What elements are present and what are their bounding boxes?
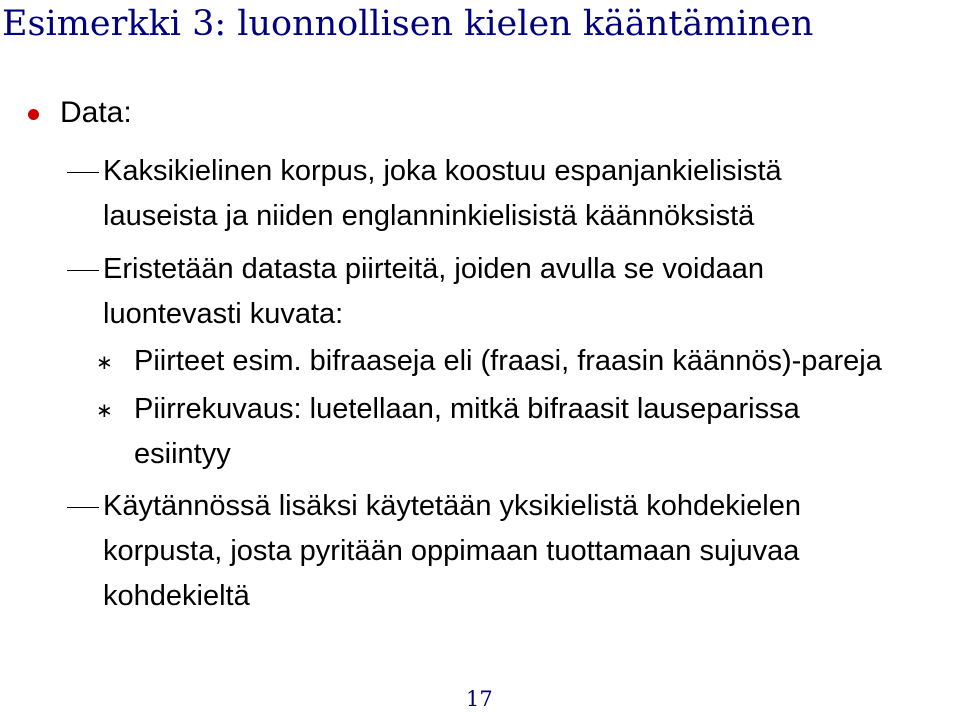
list-item [103, 484, 801, 619]
sub-list-item [134, 387, 800, 477]
bullet-label: Data: [60, 96, 132, 129]
dash-bullet-icon [67, 172, 99, 173]
list-item-line: Käytännössä lisäksi käytetään yksikielistä kohdekielen [103, 490, 801, 522]
list-item-line: luontevasti kuvata: [103, 298, 344, 330]
list-item-line: kohdekieltä [103, 580, 250, 612]
list-item [103, 149, 782, 239]
sub-list-item-line: Piirrekuvaus: luetellaan, mitkä bifraasit lauseparissa [134, 393, 800, 425]
list-item-line: Eristetään datasta piirteitä, joiden avulla se voidaan [103, 253, 764, 285]
sub-list-item [134, 339, 882, 384]
red-bullet-dot-icon [28, 109, 39, 120]
list-item-line: lauseista ja niiden englanninkielisistä käännöksistä [103, 200, 755, 232]
slide-title: Esimerkki 3: luonnollisen kielen kääntäminen [2, 4, 814, 44]
asterisk-bullet-icon: ∗ [96, 350, 113, 374]
dash-bullet-icon [67, 507, 99, 508]
sub-list-item-line: esiintyy [134, 438, 231, 470]
dash-bullet-icon [67, 270, 99, 271]
list-item-line: Kaksikielinen korpus, joka koostuu espanjankielisistä [103, 155, 782, 187]
list-item-line: korpusta, josta pyritään oppimaan tuottamaan sujuvaa [103, 535, 800, 567]
page-number: 17 [466, 687, 493, 711]
sub-list-item-line: Piirteet esim. bifraaseja eli (fraasi, fraasin käännös)-pareja [134, 345, 882, 377]
list-item [103, 247, 764, 337]
asterisk-bullet-icon: ∗ [96, 398, 113, 422]
